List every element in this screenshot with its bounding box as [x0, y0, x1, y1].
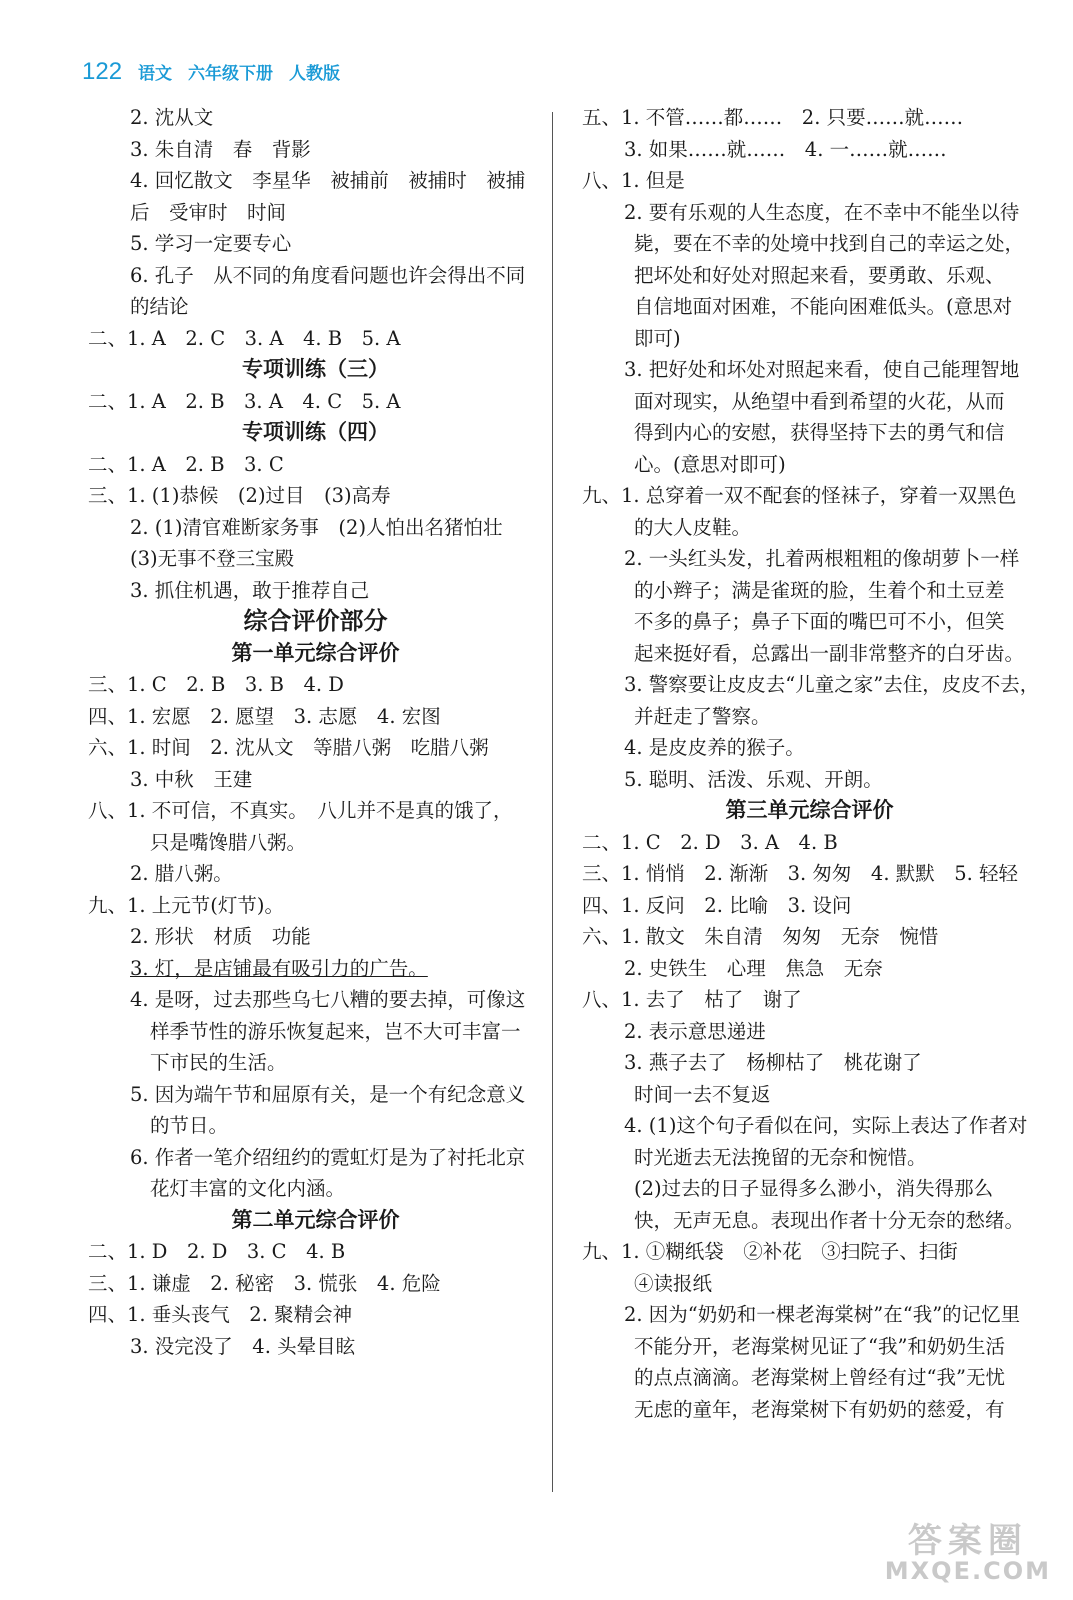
section-heading: 专项训练（四）: [242, 420, 389, 444]
answer-line: 的结论: [130, 295, 189, 318]
answer-line: 不多的鼻子；鼻子下面的嘴巴可不小，但笑: [634, 610, 1005, 633]
answer-line: 时光逝去无法挽留的无奈和惋惜。: [634, 1145, 927, 1169]
answer-line: 二、1. D 2. D 3. C 4. B: [88, 1240, 346, 1263]
answer-line: 快，无声无息。表现出作者十分无奈的愁绪。: [634, 1208, 1025, 1232]
answer-line: 样季节性的游乐恢复起来，岂不大可丰富一: [150, 1019, 521, 1043]
answer-line: 九、1. 上元节(灯节)。: [88, 893, 285, 917]
answer-line: 2. 要有乐观的人生态度，在不幸中不能坐以待: [624, 200, 1020, 224]
answer-line: 只是嘴馋腊八粥。: [150, 830, 307, 854]
answer-line: 九、1. 总穿着一双不配套的怪袜子，穿着一双黑色: [582, 484, 1017, 507]
left-answer-column: [88, 102, 543, 1362]
column-divider: [552, 112, 553, 1492]
answer-line: 3. 警察要让皮皮去“儿童之家”去住，皮皮不去，: [624, 673, 1040, 696]
header-edition: 人教版: [289, 64, 341, 83]
answer-line: 并赶走了警察。: [634, 704, 771, 728]
answer-line: 三、1. 谦虚 2. 秘密 3. 慌张 4. 危险: [88, 1271, 441, 1295]
answer-line: 3. 中秋 王建: [130, 767, 253, 791]
answer-line: 六、1. 散文 朱自清 匆匆 无奈 惋惜: [582, 925, 939, 948]
answer-line: 三、1. (1)恭候 (2)过目 (3)高寿: [88, 484, 391, 507]
answer-line: (3)无事不登三宝殿: [130, 547, 295, 570]
answer-line: 花灯丰富的文化内涵。: [150, 1177, 346, 1200]
answer-line: 3. 朱自清 春 背影: [130, 137, 311, 161]
answer-line: 3. 燕子去了 杨柳枯了 桃花谢了: [624, 1051, 922, 1074]
answer-line: 四、1. 反问 2. 比喻 3. 设问: [582, 893, 852, 917]
answer-line: 4. 是皮皮养的猴子。: [624, 736, 805, 759]
right-answer-column: [582, 102, 1040, 1425]
answer-line: ④读报纸: [634, 1271, 713, 1295]
answer-line: 的点点滴滴。老海棠树上曾经有过“我”无忧: [634, 1366, 1005, 1389]
answer-line: 2. 史铁生 心理 焦急 无奈: [624, 956, 883, 980]
answer-line: 毙，要在不幸的处境中找到自己的幸运之处，: [634, 232, 1025, 255]
answer-line: 4. 是呀，过去那些乌七八糟的要去掉，可像这: [130, 988, 526, 1011]
answer-line: 3. 把好处和坏处对照起来看，使自己能理智地: [624, 358, 1020, 381]
answer-line: 2. (1)清官难断家务事 (2)人怕出名猪怕壮: [130, 515, 503, 539]
answer-line: 6. 孔子 从不同的角度看问题也许会得出不同: [130, 263, 526, 287]
answer-line: 2. 一头红头发，扎着两根粗粗的像胡萝卜一样: [624, 547, 1020, 570]
answer-line: 的小辫子；满是雀斑的脸，生着个和土豆差: [634, 578, 1005, 602]
answer-line: 的大人皮鞋。: [634, 515, 752, 539]
section-heading: 第一单元综合评价: [231, 640, 400, 665]
answer-line: 四、1. 宏愿 2. 愿望 3. 志愿 4. 宏图: [88, 704, 441, 728]
answer-line: 八、1. 不可信，不真实。 八儿并不是真的饿了，: [88, 799, 513, 822]
answer-line: 6. 作者一笔介绍纽约的霓虹灯是为了衬托北京: [130, 1145, 526, 1169]
answer-line: 2. 形状 材质 功能: [130, 925, 311, 948]
page-number: 122: [82, 58, 123, 85]
answer-line: 即可): [634, 326, 681, 350]
answer-line: 三、1. C 2. B 3. B 4. D: [88, 673, 344, 696]
answer-line: 二、1. C 2. D 3. A 4. B: [582, 830, 838, 854]
section-heading: 第二单元综合评价: [231, 1207, 400, 1232]
answer-line: 3. 抓住机遇，敢于推荐自己: [130, 578, 370, 602]
answer-line: 3. 如果……就…… 4. 一……就……: [624, 137, 947, 161]
answer-line: 自信地面对困难，不能向困难低头。(意思对: [634, 295, 1013, 318]
section-heading: 综合评价部分: [243, 607, 388, 635]
answer-line: 5. 聪明、活泼、乐观、开朗。: [624, 767, 883, 791]
answer-line: 八、1. 但是: [582, 169, 685, 192]
section-heading: 第三单元综合评价: [725, 798, 894, 822]
answer-line: 3. 灯，是店铺最有吸引力的广告。: [130, 956, 428, 980]
watermark-text: 答案圈: [907, 1521, 1028, 1561]
answer-line: 五、1. 不管……都…… 2. 只要……就……: [582, 106, 964, 129]
answer-line: 2. 沈从文: [130, 106, 214, 129]
answer-line: (2)过去的日子显得多么渺小，消失得那么: [634, 1177, 994, 1200]
header-grade: 六年级下册: [188, 64, 274, 83]
answer-line: 二、1. A 2. B 3. A 4. C 5. A: [88, 389, 401, 413]
watermark-url: MXQE.COM: [884, 1557, 1051, 1585]
section-heading: 专项训练（三）: [242, 357, 389, 381]
answer-line: 得到内心的安慰，获得坚持下去的勇气和信: [634, 421, 1005, 444]
answer-line: 三、1. 悄悄 2. 渐渐 3. 匆匆 4. 默默 5. 轻轻: [582, 862, 1019, 885]
answer-line: 面对现实，从绝望中看到希望的火花，从而: [634, 389, 1005, 413]
answer-line: 的节日。: [150, 1114, 229, 1137]
answer-line: 二、1. A 2. B 3. C: [88, 452, 284, 476]
answer-line: 不能分开，老海棠树见证了“我”和奶奶生活: [634, 1334, 1005, 1358]
page-header: [82, 58, 340, 90]
answer-line: 5. 学习一定要专心: [130, 232, 292, 255]
answer-line: 无虑的童年，老海棠树下有奶奶的慈爱，有: [634, 1397, 1005, 1421]
answer-line: 四、1. 垂头丧气 2. 聚精会神: [88, 1303, 353, 1326]
answer-line: 六、1. 时间 2. 沈从文 等腊八粥 吃腊八粥: [88, 736, 489, 759]
answer-line: 下市民的生活。: [150, 1051, 287, 1074]
answer-line: 九、1. ①糊纸袋 ②补花 ③扫院子、扫街: [582, 1240, 958, 1263]
answer-line: 八、1. 去了 枯了 谢了: [582, 988, 802, 1011]
answer-line: 心。(意思对即可): [634, 452, 786, 476]
answer-line: 4. (1)这个句子看似在问，实际上表达了作者对: [624, 1114, 1028, 1137]
answer-line: 起来挺好看，总露出一副非常整齐的白牙齿。: [634, 641, 1025, 665]
answer-line: 时间一去不复返: [634, 1082, 771, 1106]
answer-line: 2. 表示意思递进: [624, 1019, 766, 1043]
answer-line: 二、1. A 2. C 3. A 4. B 5. A: [88, 326, 401, 350]
answer-line: 后 受审时 时间: [130, 200, 287, 224]
watermark-logo: [884, 1521, 1051, 1586]
answer-line: 4. 回忆散文 李星华 被捕前 被捕时 被捕: [130, 169, 526, 192]
header-subject: 语文: [138, 64, 173, 83]
answer-line: 2. 因为“奶奶和一棵老海棠树”在“我”的记忆里: [624, 1303, 1021, 1326]
answer-line: 2. 腊八粥。: [130, 862, 233, 885]
answer-line: 把坏处和好处对照起来看，要勇敢、乐观、: [634, 263, 1005, 287]
answer-line: 3. 没完没了 4. 头晕目眩: [130, 1334, 356, 1358]
answer-line: 5. 因为端午节和屈原有关，是一个有纪念意义: [130, 1082, 526, 1106]
